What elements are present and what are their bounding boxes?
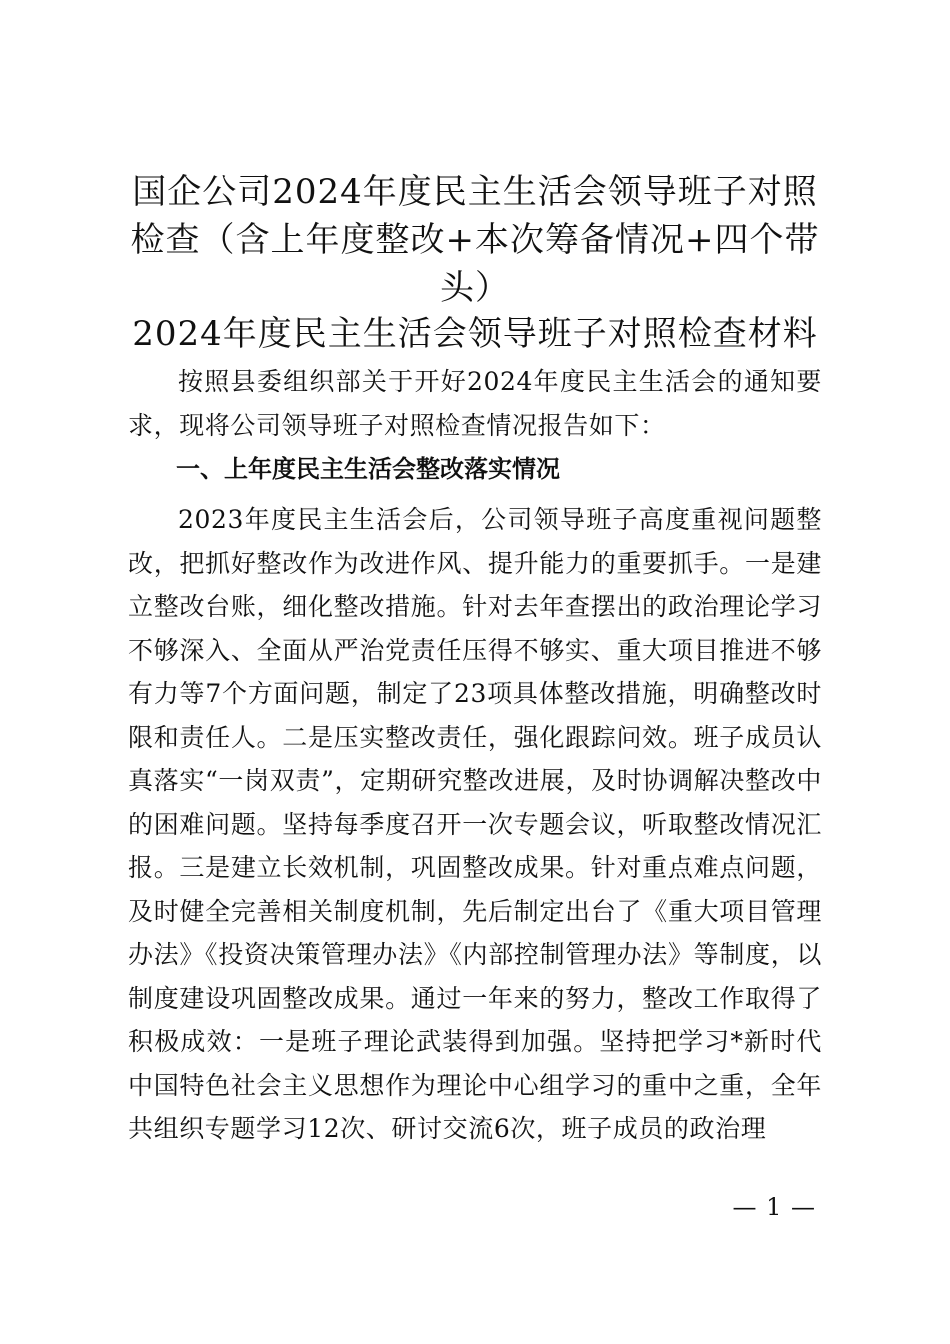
body-paragraph: 2023年度民主生活会后，公司领导班子高度重视问题整改，把抓好整改作为改进作风、提升能力的重要抓手。一是建立整改台账，细化整改措施。针对去年查摆出的政治理论学习不够深入、全面从严治党责任压得不够实、重大项目推进不够有力等7个方面问题，制定了23项具体整改措施，明确整改时限和责任人。二是压实整改责任，强化跟踪问效。班子成员认真落实“一岗双责”，定期研究整改进展，及时协调解决整改中的困难问题。坚持每季度召开一次专题会议，听取整改情况汇报。三是建立长效机制，巩固整改成果。针对重点难点问题，及时健全完善相关制度机制，先后制定出台了《重大项目管理办法》《投资决策管理办法》《内部控制管理办法》等制度，以制度建设巩固整改成果。通过一年来的努力，整改工作取得了积极成效：一是班子理论武装得到加强。坚持把学习*新时代中国特色社会主义思想作为理论中心组学习的重中之重，全年共组织专题学习12次、研讨交流6次，班子成员的政治理: [128, 505, 822, 1143]
page-number: — 1 —: [732, 1193, 816, 1221]
document-subtitle: 2024年度民主生活会领导班子对照检查材料: [132, 314, 818, 354]
intro-paragraph: 按照县委组织部关于开好2024年度民主生活会的通知要求，现将公司领导班子对照检查情况报告如下：: [128, 367, 822, 440]
section-heading: 一、上年度民主生活会整改落实情况: [176, 455, 560, 483]
document-title: 国企公司2024年度民主生活会领导班子对照检查（含上年度整改+本次筹备情况+四个带头）: [130, 172, 820, 308]
